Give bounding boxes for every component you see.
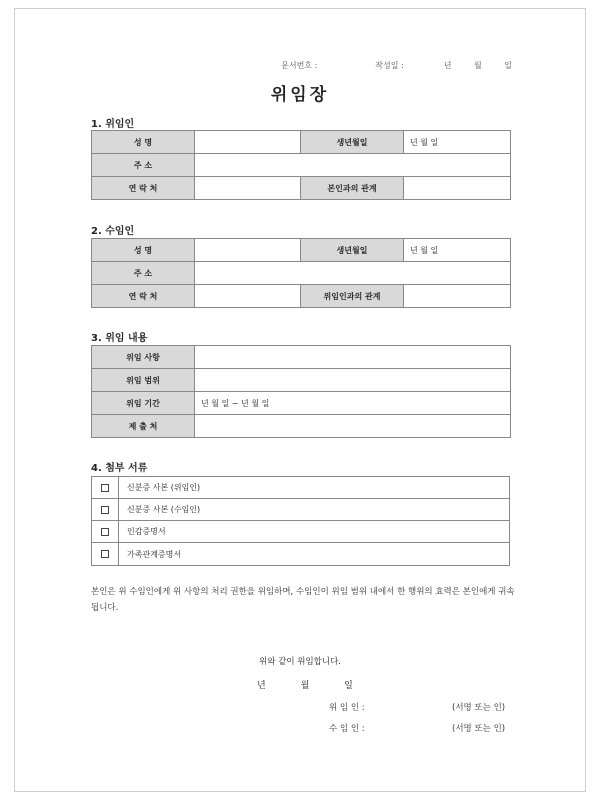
checkbox-icon[interactable] [101, 506, 109, 514]
mandate-matter-field[interactable] [195, 346, 511, 369]
closing-date [257, 678, 385, 691]
delegator-relation-label: 본인과의 관계 [301, 177, 404, 200]
mandate-table [91, 345, 511, 438]
mandate-period-field[interactable]: 년 월 일 ~ 년 월 일 [195, 392, 511, 415]
delegator-table [91, 130, 511, 200]
delegator-birth-label: 생년월일 [301, 131, 404, 154]
attachment-label: 가족관계증명서 [127, 549, 182, 559]
delegator-relation-field[interactable] [404, 177, 511, 200]
delegator-contact-field[interactable] [195, 177, 301, 200]
year-label: 년 [443, 61, 452, 70]
date-fields [424, 60, 512, 71]
mandate-submit-field[interactable] [195, 415, 511, 438]
checkbox-icon[interactable] [101, 484, 109, 492]
delegate-address-label: 주 소 [92, 262, 195, 285]
delegate-signature-note[interactable]: (서명 또는 인) [452, 724, 506, 734]
attachment-row[interactable] [92, 499, 509, 521]
delegator-signature-note[interactable]: (서명 또는 인) [452, 703, 506, 713]
attachments-checklist [91, 476, 510, 566]
delegator-name-label: 성 명 [92, 131, 195, 154]
delegate-contact-label: 연 락 처 [92, 285, 195, 308]
delegation-statement: 본인은 위 수임인에게 위 사항의 처리 권한을 위임하며, 수임인이 위임 범위 내에서 한 행위의 효력은 본인에게 귀속됩니다. [91, 587, 515, 613]
delegator-contact-label: 연 락 처 [92, 177, 195, 200]
delegate-contact-field[interactable] [195, 285, 301, 308]
document-title: 위임장 [270, 85, 330, 105]
doc-number-label: 문서번호 : [281, 61, 318, 70]
closing-text: 위와 같이 위임합니다. [258, 657, 341, 667]
delegate-address-field[interactable] [195, 262, 511, 285]
delegate-relation-label: 위임인과의 관계 [301, 285, 404, 308]
mandate-scope-field[interactable] [195, 369, 511, 392]
delegate-table [91, 238, 511, 308]
attachment-row[interactable] [92, 543, 509, 565]
closing-year: 년 [257, 681, 266, 691]
mandate-submit-label: 제 출 처 [92, 415, 195, 438]
closing-day: 일 [344, 681, 353, 691]
day-label: 일 [504, 61, 512, 70]
section-delegator-title: 1. 위임인 [91, 119, 135, 130]
delegate-name-label: 성 명 [92, 239, 195, 262]
document-meta [281, 60, 512, 71]
attachment-label: 신분증 사본 (위임인) [127, 483, 201, 492]
section-attachments-title: 4. 첨부 서류 [91, 463, 148, 474]
closing-month: 월 [300, 681, 310, 691]
attachment-label: 인감증명서 [127, 527, 166, 536]
delegator-birth-field[interactable]: 년 월 일 [404, 131, 511, 154]
delegate-relation-field[interactable] [404, 285, 511, 308]
delegate-name-field[interactable] [195, 239, 301, 262]
section-delegate-title: 2. 수임인 [91, 226, 135, 237]
delegator-address-label: 주 소 [92, 154, 195, 177]
attachment-row[interactable] [92, 521, 509, 543]
delegate-birth-label: 생년월일 [301, 239, 404, 262]
attachment-label: 신분증 사본 (수임인) [127, 505, 201, 514]
section-mandate-title: 3. 위임 내용 [91, 333, 148, 344]
delegate-signature-label: 수 임 인 : [329, 724, 365, 734]
delegator-name-field[interactable] [195, 131, 301, 154]
delegator-signature-label: 위 임 인 : [329, 703, 365, 713]
date-label: 작성일 : [375, 61, 404, 70]
checkbox-icon[interactable] [101, 528, 109, 536]
delegator-address-field[interactable] [195, 154, 511, 177]
month-label: 월 [473, 61, 482, 70]
attachment-row[interactable] [92, 477, 509, 499]
mandate-scope-label: 위임 범위 [92, 369, 195, 392]
mandate-period-label: 위임 기간 [92, 392, 195, 415]
checkbox-icon[interactable] [101, 550, 109, 558]
mandate-matter-label: 위임 사항 [92, 346, 195, 369]
delegate-birth-field[interactable]: 년 월 일 [404, 239, 511, 262]
